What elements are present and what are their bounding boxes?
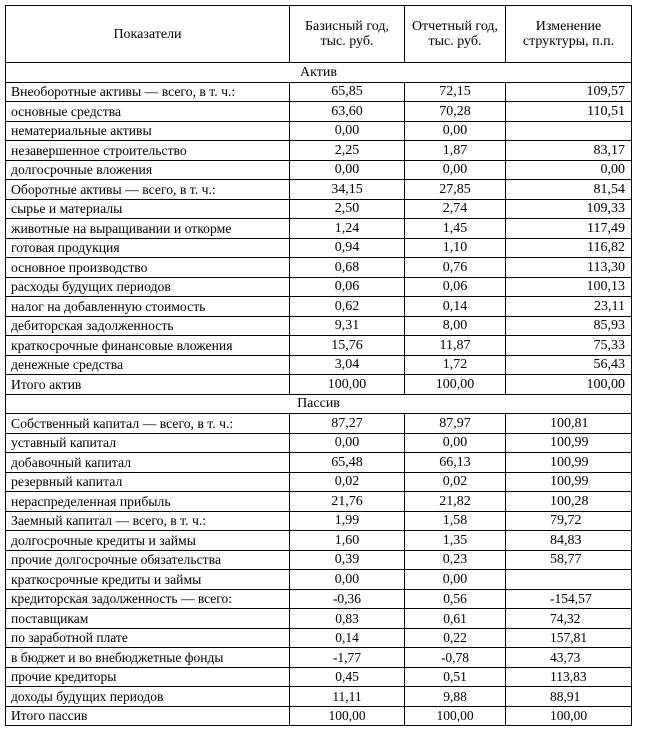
row-change-value: 84,83 [506, 531, 632, 551]
header-row [6, 6, 632, 63]
table-row [6, 238, 632, 258]
table-row [6, 687, 632, 707]
row-change-value: 109,33 [506, 199, 632, 219]
row-name: Собственный капитал — всего, в т. ч.: [6, 414, 290, 434]
row-name: кредиторская задолженность — всего: [6, 589, 290, 609]
row-change-value: 88,91 [506, 687, 632, 707]
table-row [6, 102, 632, 122]
row-change-value: 100,99 [506, 453, 632, 473]
table-row [6, 82, 632, 102]
row-change-value: 23,11 [506, 297, 632, 317]
row-name: Итого актив [6, 375, 290, 395]
row-change-value: 157,81 [506, 628, 632, 648]
row-name: денежные средства [6, 355, 290, 375]
table-row [6, 531, 632, 551]
row-name: нематериальные активы [6, 121, 290, 141]
row-base-value: 0,00 [290, 121, 405, 141]
table-row [6, 453, 632, 473]
row-base-value: 63,60 [290, 102, 405, 122]
row-report-value: -0,78 [405, 648, 506, 668]
row-change-value: 113,30 [506, 258, 632, 278]
row-change-value: 109,57 [506, 82, 632, 102]
row-report-value: 0,51 [405, 667, 506, 687]
row-report-value: 87,97 [405, 414, 506, 434]
row-name: готовая продукция [6, 238, 290, 258]
table-row [6, 706, 632, 726]
balance-structure-table [5, 5, 632, 726]
row-base-value: 9,31 [290, 316, 405, 336]
row-base-value: 100,00 [290, 706, 405, 726]
row-base-value: 2,50 [290, 199, 405, 219]
table-row [6, 199, 632, 219]
table-row [6, 433, 632, 453]
row-base-value: 0,39 [290, 550, 405, 570]
row-name: незавершенное строительство [6, 141, 290, 161]
row-change-value [506, 570, 632, 590]
row-report-value: 8,00 [405, 316, 506, 336]
row-base-value: 0,00 [290, 570, 405, 590]
row-base-value: 15,76 [290, 336, 405, 356]
row-name: добавочный капитал [6, 453, 290, 473]
row-report-value: 9,88 [405, 687, 506, 707]
row-name: в бюджет и во внебюджетные фонды [6, 648, 290, 668]
row-name: долгосрочные кредиты и займы [6, 531, 290, 551]
row-change-value: 56,43 [506, 355, 632, 375]
row-report-value: 0,22 [405, 628, 506, 648]
row-report-value: 0,00 [405, 121, 506, 141]
table-row [6, 375, 632, 395]
row-report-value: 0,76 [405, 258, 506, 278]
row-report-value: 100,00 [405, 706, 506, 726]
row-report-value: 100,00 [405, 375, 506, 395]
row-name: прочие кредиторы [6, 667, 290, 687]
row-name: уставный капитал [6, 433, 290, 453]
table-row [6, 219, 632, 239]
table-row [6, 511, 632, 531]
table-row [6, 570, 632, 590]
row-report-value: 0,00 [405, 160, 506, 180]
table-row [6, 141, 632, 161]
row-change-value: 0,00 [506, 160, 632, 180]
row-report-value: 0,02 [405, 472, 506, 492]
row-base-value: 0,14 [290, 628, 405, 648]
row-report-value: 0,23 [405, 550, 506, 570]
row-change-value: 100,99 [506, 433, 632, 453]
row-report-value: 1,72 [405, 355, 506, 375]
row-change-value: 79,72 [506, 511, 632, 531]
row-base-value: 0,83 [290, 609, 405, 629]
row-report-value: 0,14 [405, 297, 506, 317]
row-name: долгосрочные вложения [6, 160, 290, 180]
row-name: доходы будущих периодов [6, 687, 290, 707]
row-report-value: 70,28 [405, 102, 506, 122]
row-base-value: 0,00 [290, 433, 405, 453]
row-change-value: 83,17 [506, 141, 632, 161]
section-row-passiv [6, 394, 632, 414]
row-change-value: 113,83 [506, 667, 632, 687]
row-name: Оборотные активы — всего, в т. ч.: [6, 180, 290, 200]
row-change-value: 100,28 [506, 492, 632, 512]
aktiv-section [6, 63, 632, 395]
row-base-value: -1,77 [290, 648, 405, 668]
row-base-value: 0,68 [290, 258, 405, 278]
passiv-section [6, 394, 632, 726]
row-base-value: 0,02 [290, 472, 405, 492]
row-name: краткосрочные финансовые вложения [6, 336, 290, 356]
row-change-value: 100,81 [506, 414, 632, 434]
row-base-value: 0,62 [290, 297, 405, 317]
row-report-value: 1,45 [405, 219, 506, 239]
row-report-value: 66,13 [405, 453, 506, 473]
row-base-value: 21,76 [290, 492, 405, 512]
table-row [6, 414, 632, 434]
row-report-value: 1,58 [405, 511, 506, 531]
table-row [6, 667, 632, 687]
table-row [6, 277, 632, 297]
row-base-value: 1,24 [290, 219, 405, 239]
table-row [6, 180, 632, 200]
row-change-value: 116,82 [506, 238, 632, 258]
row-name: краткосрочные кредиты и займы [6, 570, 290, 590]
row-base-value: 65,48 [290, 453, 405, 473]
table-row [6, 472, 632, 492]
row-name: прочие долгосрочные обязательства [6, 550, 290, 570]
header-report-year: Отчетный год, тыс. руб. [405, 6, 506, 63]
row-base-value: 87,27 [290, 414, 405, 434]
row-report-value: 0,06 [405, 277, 506, 297]
row-report-value: 0,61 [405, 609, 506, 629]
table-row [6, 121, 632, 141]
row-base-value: -0,36 [290, 589, 405, 609]
row-base-value: 0,00 [290, 160, 405, 180]
row-change-value: 81,54 [506, 180, 632, 200]
table-row [6, 550, 632, 570]
row-change-value: 100,99 [506, 472, 632, 492]
row-base-value: 1,60 [290, 531, 405, 551]
row-name: дебиторская задолженность [6, 316, 290, 336]
row-report-value: 0,00 [405, 433, 506, 453]
row-report-value: 2,74 [405, 199, 506, 219]
table-row [6, 316, 632, 336]
row-name: резервный капитал [6, 472, 290, 492]
row-report-value: 1,35 [405, 531, 506, 551]
row-report-value: 27,85 [405, 180, 506, 200]
row-base-value: 3,04 [290, 355, 405, 375]
row-base-value: 34,15 [290, 180, 405, 200]
table-row [6, 160, 632, 180]
row-base-value: 11,11 [290, 687, 405, 707]
row-base-value: 1,99 [290, 511, 405, 531]
row-change-value: 85,93 [506, 316, 632, 336]
row-report-value: 72,15 [405, 82, 506, 102]
row-change-value [506, 121, 632, 141]
row-change-value: 110,51 [506, 102, 632, 122]
row-name: поставщикам [6, 609, 290, 629]
row-base-value: 0,06 [290, 277, 405, 297]
table-row [6, 258, 632, 278]
table-row [6, 589, 632, 609]
row-name: расходы будущих периодов [6, 277, 290, 297]
row-name: сырье и материалы [6, 199, 290, 219]
section-title-aktiv: Актив [6, 63, 632, 83]
header-indicators: Показатели [6, 6, 290, 63]
row-name: основное производство [6, 258, 290, 278]
row-name: Итого пассив [6, 706, 290, 726]
table-row [6, 648, 632, 668]
table-row [6, 609, 632, 629]
row-name: животные на выращивании и откорме [6, 219, 290, 239]
row-name: Внеоборотные активы — всего, в т. ч.: [6, 82, 290, 102]
row-report-value: 1,10 [405, 238, 506, 258]
row-change-value: 43,73 [506, 648, 632, 668]
row-change-value: 117,49 [506, 219, 632, 239]
row-change-value: 100,00 [506, 375, 632, 395]
table-row [6, 355, 632, 375]
row-name: нераспределенная прибыль [6, 492, 290, 512]
table-row [6, 297, 632, 317]
row-change-value: 100,13 [506, 277, 632, 297]
section-title-passiv: Пассив [6, 394, 632, 414]
row-change-value: 74,32 [506, 609, 632, 629]
section-row-aktiv [6, 63, 632, 83]
table-row [6, 492, 632, 512]
row-report-value: 0,56 [405, 589, 506, 609]
header-structure-change: Изменение структуры, п.п. [506, 6, 632, 63]
row-report-value: 1,87 [405, 141, 506, 161]
row-change-value: 58,77 [506, 550, 632, 570]
row-name: Заемный капитал — всего, в т. ч.: [6, 511, 290, 531]
row-report-value: 21,82 [405, 492, 506, 512]
row-change-value: 100,00 [506, 706, 632, 726]
row-name: по заработной плате [6, 628, 290, 648]
table-row [6, 336, 632, 356]
row-base-value: 65,85 [290, 82, 405, 102]
row-name: налог на добавленную стоимость [6, 297, 290, 317]
row-report-value: 11,87 [405, 336, 506, 356]
row-change-value: 75,33 [506, 336, 632, 356]
row-base-value: 0,45 [290, 667, 405, 687]
row-report-value: 0,00 [405, 570, 506, 590]
table-row [6, 628, 632, 648]
row-base-value: 100,00 [290, 375, 405, 395]
row-name: основные средства [6, 102, 290, 122]
row-change-value: -154,57 [506, 589, 632, 609]
row-base-value: 0,94 [290, 238, 405, 258]
row-base-value: 2,25 [290, 141, 405, 161]
header-base-year: Базисный год, тыс. руб. [290, 6, 405, 63]
